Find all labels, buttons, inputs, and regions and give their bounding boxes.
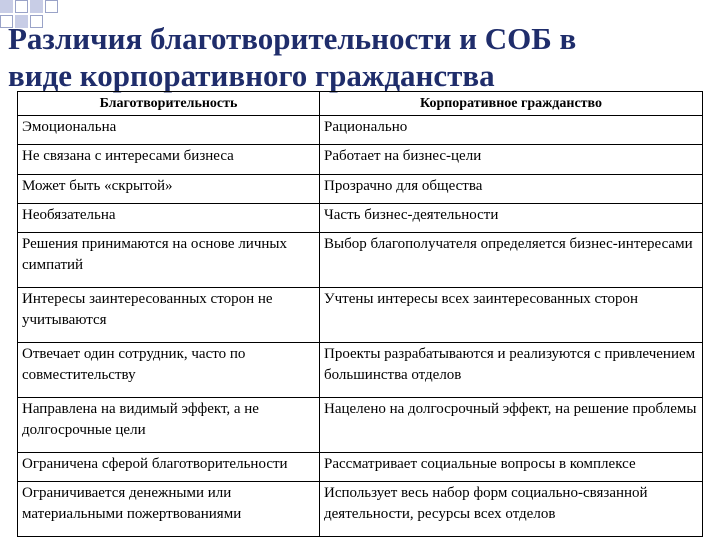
corporate-citizenship-cell: Учтены интересы всех заинтересованных сторон bbox=[320, 288, 703, 343]
comparison-table bbox=[17, 91, 703, 537]
corporate-citizenship-cell: Прозрачно для общества bbox=[320, 174, 703, 203]
table-row bbox=[18, 233, 703, 288]
table-row bbox=[18, 342, 703, 397]
table-body bbox=[18, 116, 703, 537]
slide-title bbox=[8, 20, 708, 94]
table-row bbox=[18, 288, 703, 343]
charity-cell: Эмоциональна bbox=[18, 116, 320, 145]
corporate-citizenship-cell: Рационально bbox=[320, 116, 703, 145]
charity-cell: Ограничена сферой благотворительности bbox=[18, 452, 320, 481]
charity-cell: Не связана с интересами бизнеса bbox=[18, 145, 320, 174]
corporate-citizenship-cell: Использует весь набор форм социально-связанной деятельности, ресурсы всех отделов bbox=[320, 482, 703, 537]
charity-cell: Решения принимаются на основе личных симпатий bbox=[18, 233, 320, 288]
header-corporate-citizenship: Корпоративное гражданство bbox=[320, 92, 703, 116]
charity-cell: Направлена на видимый эффект, а не долгосрочные цели bbox=[18, 397, 320, 452]
corporate-citizenship-cell: Проекты разрабатываются и реализуются с привлечением большинства отделов bbox=[320, 342, 703, 397]
table-header-row bbox=[18, 92, 703, 116]
table-row bbox=[18, 174, 703, 203]
corporate-citizenship-cell: Часть бизнес-деятельности bbox=[320, 203, 703, 232]
slide-title-line-1: Различия благотворительности и СОБ в bbox=[8, 21, 577, 56]
table-row bbox=[18, 203, 703, 232]
corporate-citizenship-cell: Работает на бизнес-цели bbox=[320, 145, 703, 174]
charity-cell: Необязательна bbox=[18, 203, 320, 232]
table-row bbox=[18, 482, 703, 537]
table-row bbox=[18, 116, 703, 145]
table-row bbox=[18, 397, 703, 452]
slide-title-line-2: виде корпоративного гражданства bbox=[8, 58, 495, 93]
corporate-citizenship-cell: Рассматривает социальные вопросы в комплексе bbox=[320, 452, 703, 481]
charity-cell: Отвечает один сотрудник, часто по совместительству bbox=[18, 342, 320, 397]
header-charity: Благотворительность bbox=[18, 92, 320, 116]
table-row bbox=[18, 452, 703, 481]
charity-cell: Может быть «скрытой» bbox=[18, 174, 320, 203]
charity-cell: Ограничивается денежными или материальными пожертвованиями bbox=[18, 482, 320, 537]
charity-cell: Интересы заинтересованных сторон не учитываются bbox=[18, 288, 320, 343]
corporate-citizenship-cell: Выбор благополучателя определяется бизнес-интересами bbox=[320, 233, 703, 288]
table-row bbox=[18, 145, 703, 174]
corporate-citizenship-cell: Нацелено на долгосрочный эффект, на решение проблемы bbox=[320, 397, 703, 452]
